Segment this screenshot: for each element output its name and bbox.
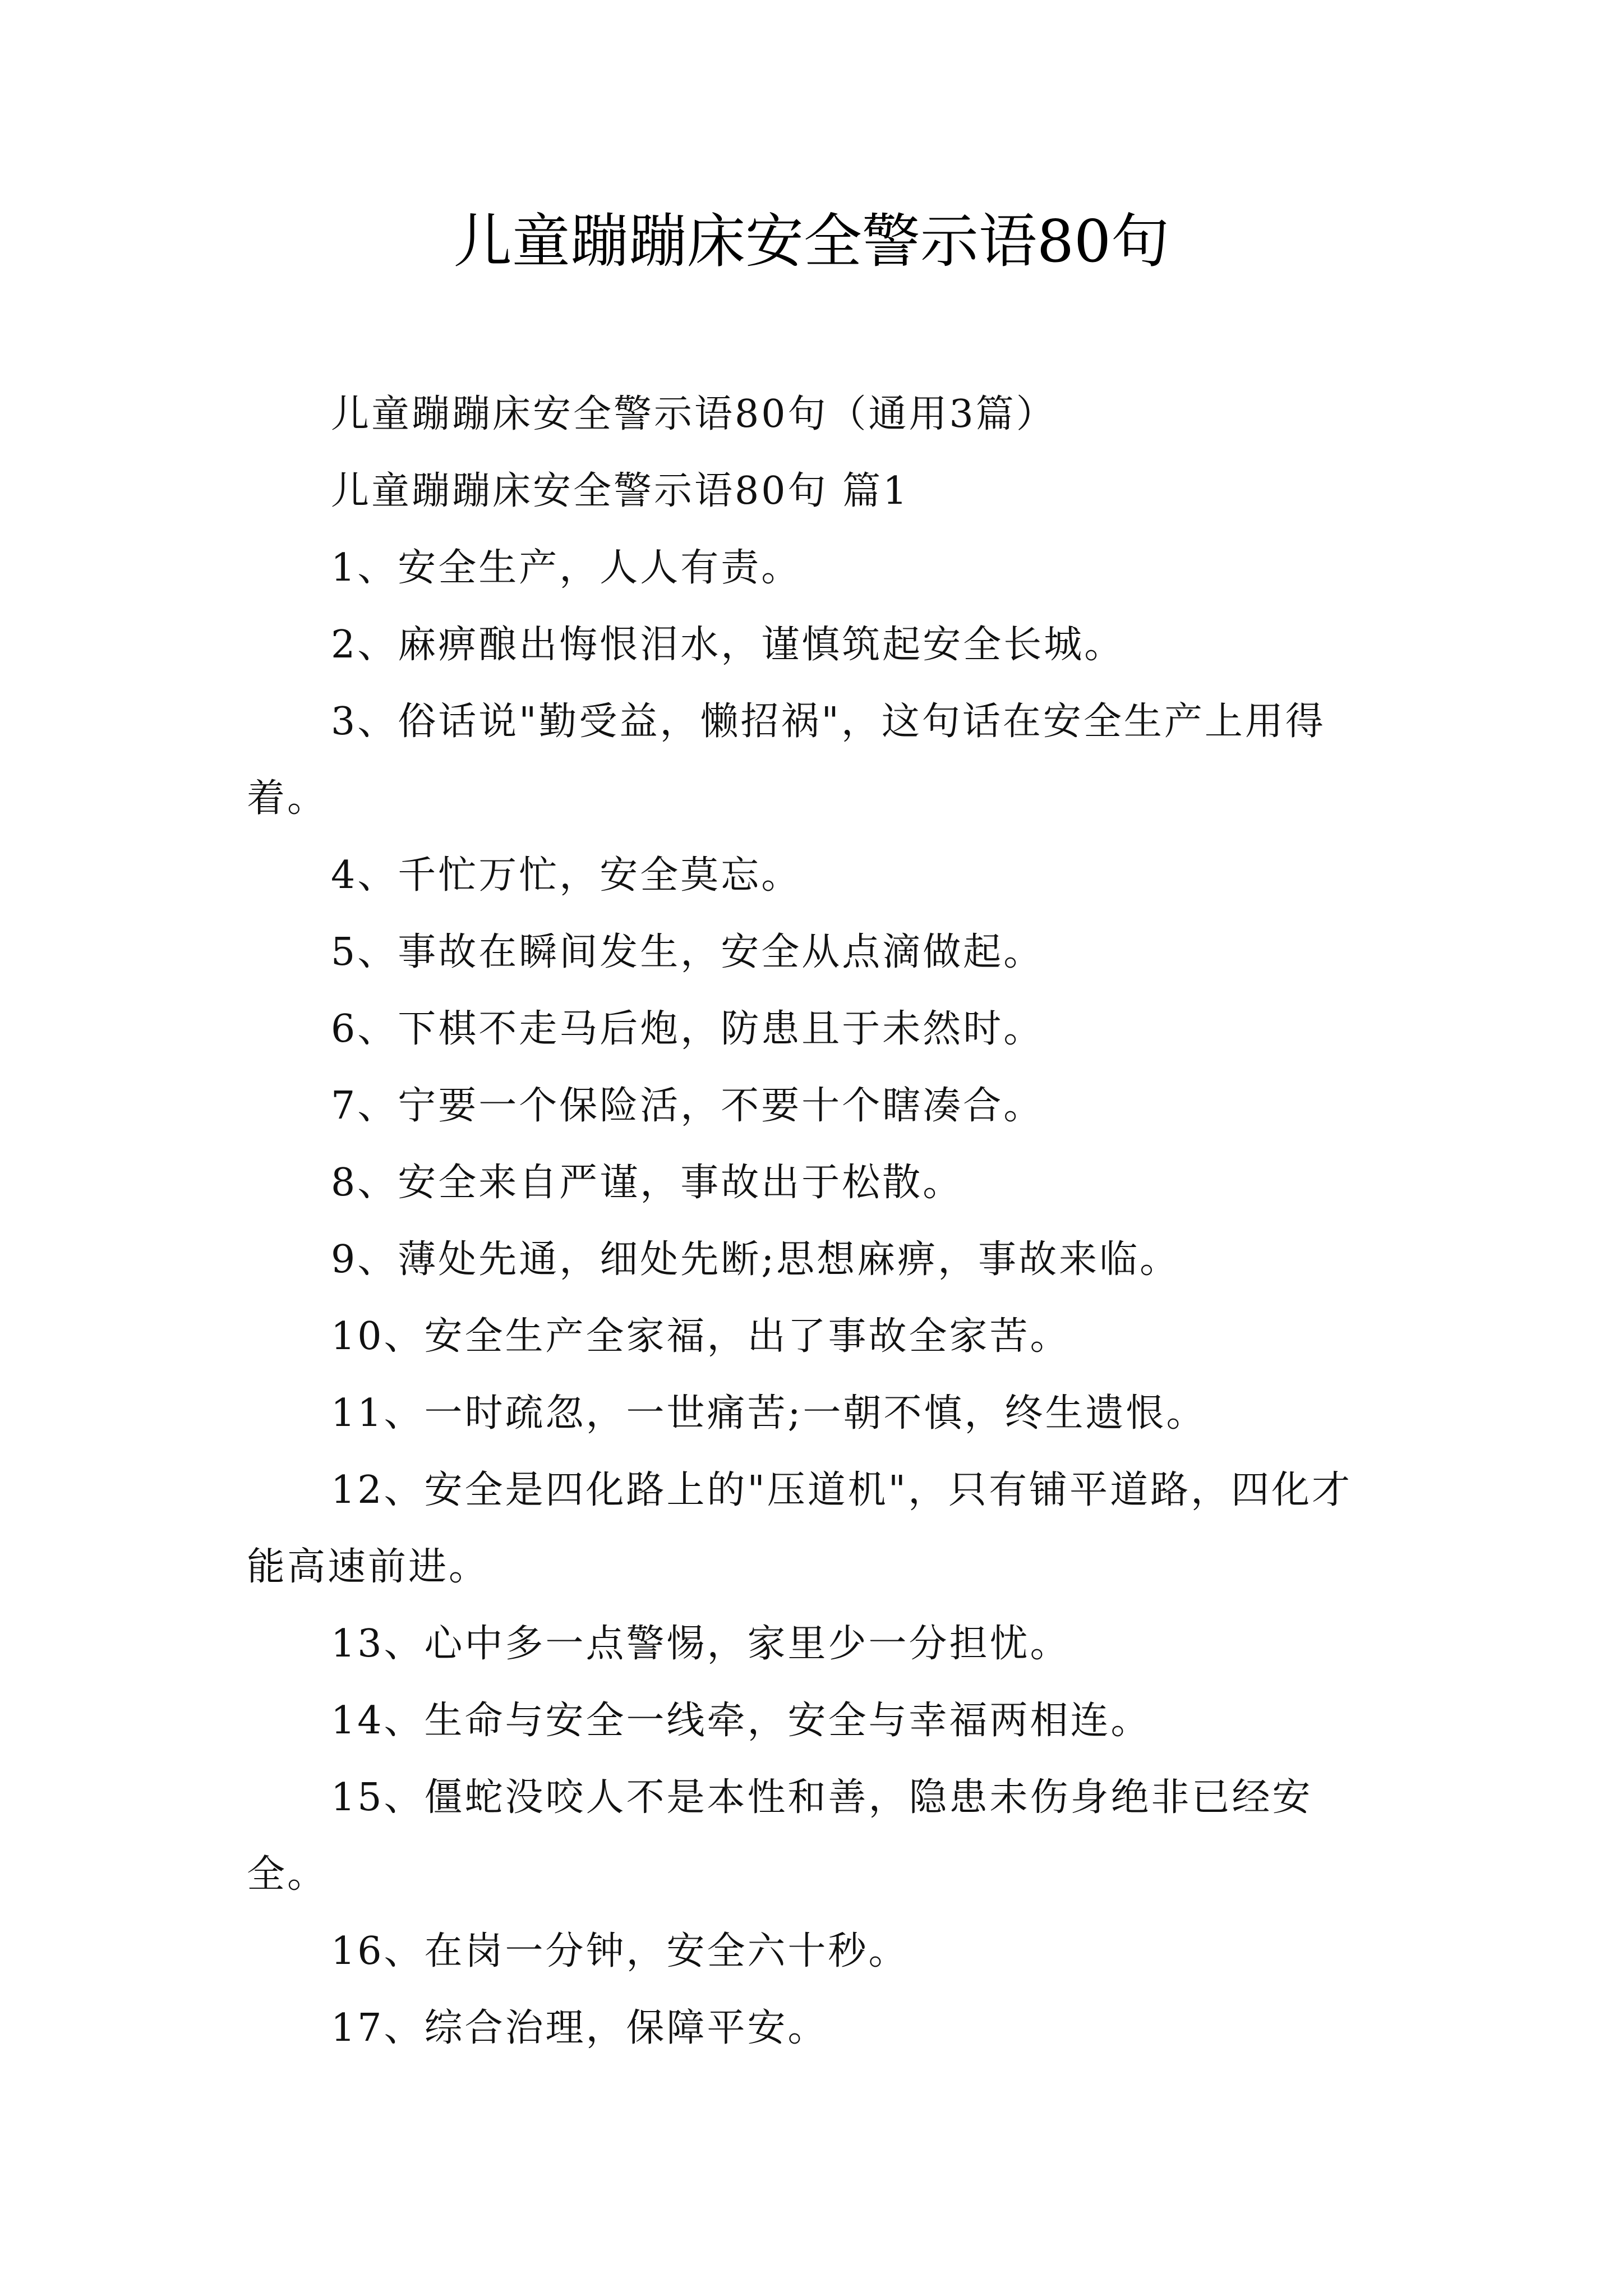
slogan-item-10: 10、安全生产全家福，出了事故全家苦。 — [331, 1314, 1071, 1359]
slogan-item-4: 4、千忙万忙，安全莫忘。 — [331, 853, 802, 898]
slogan-item-2: 2、麻痹酿出悔恨泪水，谨慎筑起安全长城。 — [331, 623, 1125, 667]
slogan-item-1: 1、安全生产，人人有责。 — [331, 546, 802, 590]
slogan-item-5: 5、事故在瞬间发生，安全从点滴做起。 — [331, 930, 1044, 974]
slogan-item-16: 16、在岗一分钟，安全六十秒。 — [331, 1929, 909, 1973]
paragraph-section-heading: 儿童蹦蹦床安全警示语80句 篇1 — [331, 469, 910, 513]
paragraph-subtitle: 儿童蹦蹦床安全警示语80句（通用3篇） — [331, 392, 1057, 436]
slogan-item-12: 12、安全是四化路上的"压道机"，只有铺平道路，四化才能高速前进。 — [247, 1468, 1353, 1589]
slogan-item-6: 6、下棋不走马后炮，防患且于未然时。 — [331, 1007, 1044, 1051]
slogan-item-7: 7、宁要一个保险活，不要十个瞎凑合。 — [331, 1084, 1044, 1128]
slogan-item-8: 8、安全来自严谨，事故出于松散。 — [331, 1161, 963, 1205]
slogan-item-9: 9、薄处先通，细处先断;思想麻痹，事故来临。 — [331, 1237, 1181, 1282]
slogan-item-17: 17、综合治理，保障平安。 — [331, 2006, 828, 2050]
slogan-item-13: 13、心中多一点警惕，家里少一分担忧。 — [331, 1622, 1071, 1666]
slogan-item-14: 14、生命与安全一线牵，安全与幸福两相连。 — [331, 1699, 1151, 1743]
slogan-item-11: 11、一时疏忽，一世痛苦;一朝不慎，终生遗恨。 — [331, 1391, 1207, 1435]
slogan-item-3: 3、俗话说"勤受益，懒招祸"，这句话在安全生产上用得着。 — [247, 700, 1326, 821]
document-body — [247, 376, 1385, 2067]
document-title: 儿童蹦蹦床安全警示语80句 — [453, 207, 1170, 275]
slogan-item-15: 15、僵蛇没咬人不是本性和善，隐患未伤身绝非已经安全。 — [247, 1775, 1313, 1897]
